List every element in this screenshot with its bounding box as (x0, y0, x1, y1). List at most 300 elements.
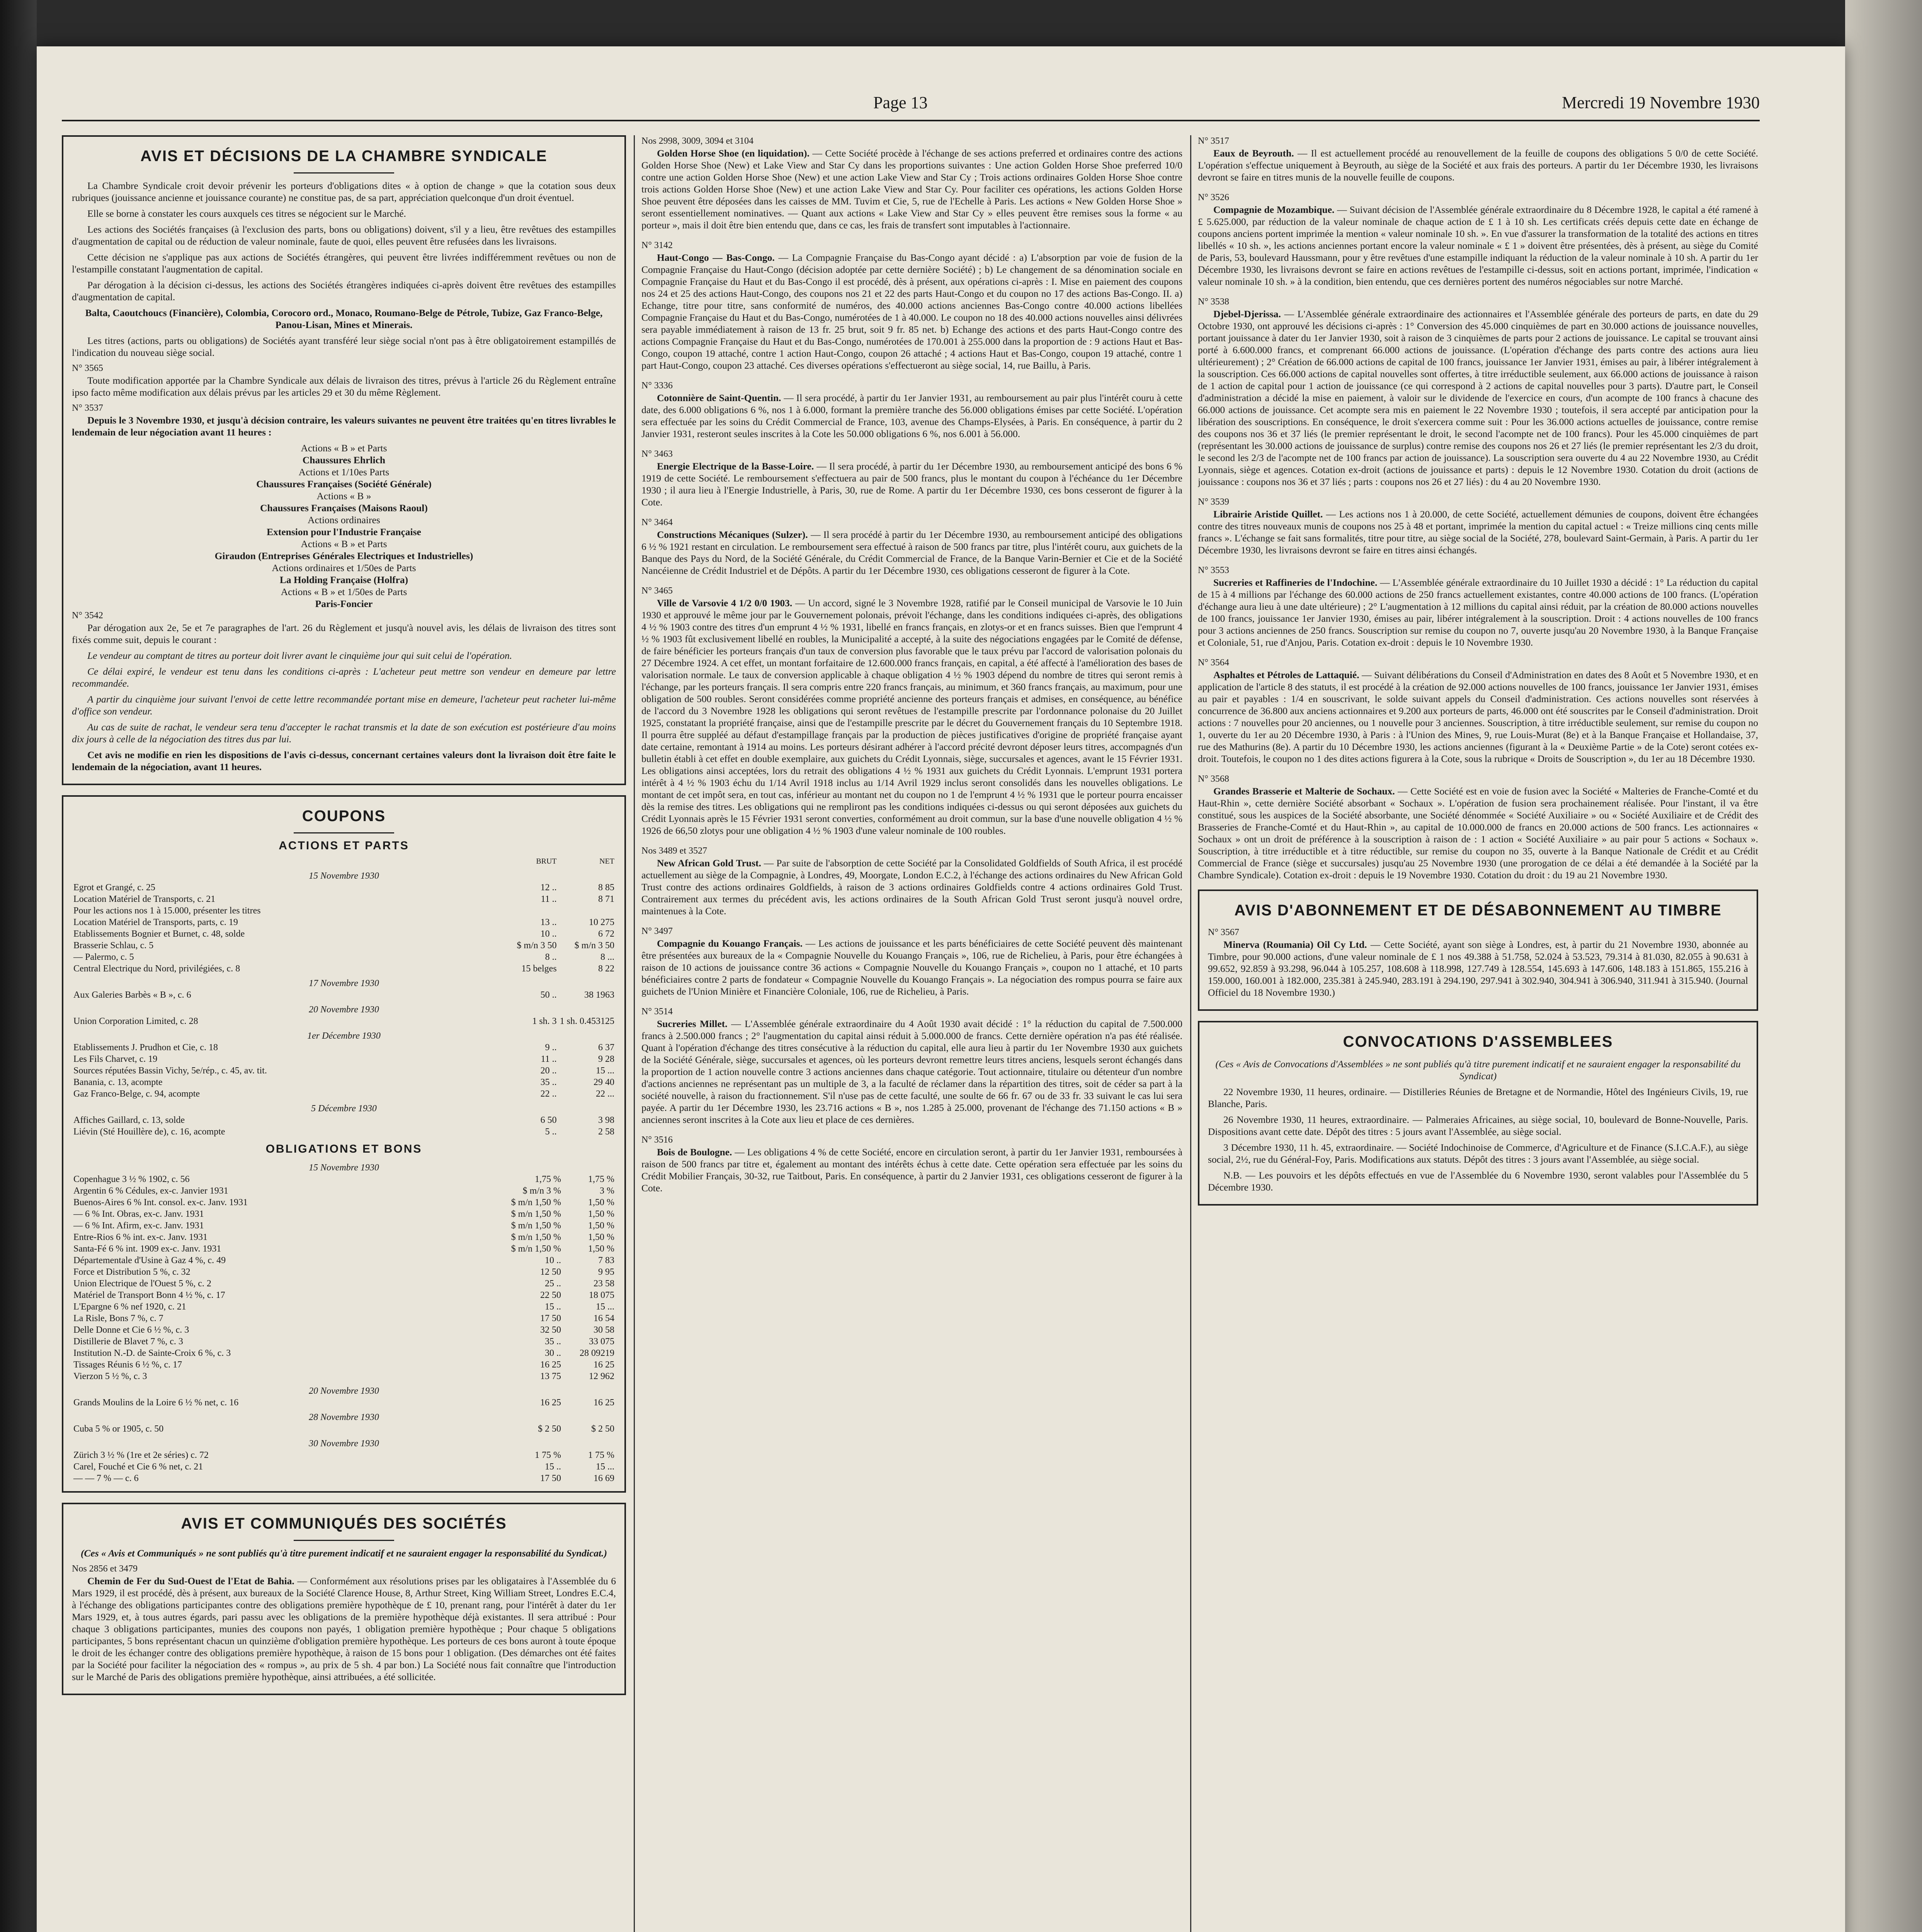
convocations-title: CONVOCATIONS D'ASSEMBLEES (1343, 1033, 1613, 1050)
date-cell: 30 Novembre 1930 (309, 1439, 379, 1449)
notice-number: N° 3465 (641, 586, 673, 596)
table-row (72, 940, 616, 951)
coupon-brut: 16 25 (540, 1398, 561, 1408)
coupon-name: Départementale d'Usine à Gaz 4 %, c. 49 (73, 1255, 226, 1265)
convocations-disclaimer: (Ces « Avis de Convocations d'Assemblées » ne sont publiés qu'à titre purement indicatif et ne sauraient engager la responsabilité du Syndicat) (1215, 1058, 1741, 1082)
security-item: Chaussures Françaises (Société Générale) (256, 478, 432, 490)
security-item: Actions « B » et Parts (301, 538, 387, 549)
coupon-name: Buenos-Aires 6 % Int. consol. ex-c. Janv. 1931 (73, 1197, 248, 1208)
notice-text (72, 1575, 616, 1683)
column-divider-1 (634, 135, 635, 1932)
coupons-table (72, 855, 616, 1138)
notice-text: Le vendeur au comptant de titres au porteur doit livrer avant le cinquième jour qui suit celui de l'opération. (87, 650, 512, 661)
coupon-name: Delle Donne et Cie 6 ½ %, c. 3 (73, 1325, 189, 1335)
coupon-brut: 35 .. (540, 1077, 557, 1087)
notices-list (1198, 135, 1758, 881)
notice-number: Nos 2856 et 3479 (72, 1564, 138, 1574)
security-item: Paris-Foncier (315, 598, 373, 609)
table-row (72, 1053, 616, 1065)
column-divider-2 (1190, 135, 1191, 1932)
table-row (72, 1461, 616, 1473)
col-net: NET (599, 857, 614, 866)
coupon-net: 9 95 (598, 1267, 614, 1277)
notice-number: N° 3567 (1208, 927, 1239, 937)
date-row (72, 1382, 616, 1397)
coupon-net: 28 09219 (580, 1348, 614, 1358)
table-row (72, 1278, 616, 1289)
notice-body: — Par suite de l'absorption de cette Société par la Consolidated Goldfields of South Africa, il est procédé actuellement au siège de la Compagnie, à Londres, 49, Moorgate, London E.C.2, à l'échange des actions ordinaires du New African Gold Trust contre des actions ordinaires Goldfields, à raison de 3 actions ordinaires Goldfields contre 4 actions ordinaires Gold Trust. Contrairement aux termes du précédent avis, les actions ordinaires de la South African Gold Trust seront jusqu'à nouvel ordre, maintenues à la Cote. (641, 857, 1182, 917)
coupon-name: Pour les actions nos 1 à 15.000, présenter les titres (73, 906, 261, 916)
security-item: Actions « B » (316, 490, 371, 502)
coupon-net: 22 ... (596, 1089, 614, 1099)
coupon-brut: 1,75 % (535, 1174, 561, 1184)
notice-title: Compagnie de Mozambique. (1213, 204, 1335, 215)
notice-text (1198, 785, 1758, 881)
table-row (72, 1266, 616, 1278)
coupon-name: Banania, c. 13, acompte (73, 1077, 163, 1087)
date-cell: 15 Novembre 1930 (309, 871, 379, 881)
notice-text: Depuis le 3 Novembre 1930, et jusqu'à décision contraire, les valeurs suivantes ne peuvent être traitées qu'en titres livrables le lendemain de leur négociation avant 11 heures : (72, 415, 616, 438)
notice-text (1198, 308, 1758, 488)
coupon-brut: $ m/n 3 50 (517, 940, 557, 951)
notice (641, 585, 1182, 837)
security-item: Actions « B » et 1/50es de Parts (281, 586, 407, 597)
coupon-brut: 35 .. (545, 1337, 561, 1347)
notice (1198, 192, 1758, 287)
coupon-net: 38 1963 (584, 990, 614, 1000)
coupon-net: 8 ... (600, 952, 614, 962)
date-row (72, 1435, 616, 1449)
syndicale-paragraph: Les titres (actions, parts ou obligations) de Sociétés ayant transféré leur siège social n'ont pas à être obligatoirement estampillés de l'indication du nouveau siège social. (72, 335, 616, 358)
notice-text (1198, 147, 1758, 183)
notice-number: N° 3568 (1198, 774, 1229, 784)
coupon-name: Force et Distribution 5 %, c. 32 (73, 1267, 190, 1277)
coupons-subtitle: OBLIGATIONS ET BONS (265, 1143, 422, 1155)
notice-text: A partir du cinquième jour suivant l'envoi de cette lettre recommandée portant mise en demeure, l'acheteur peut racheter lui-même d'office son vendeur. (72, 694, 616, 717)
coupon-brut: 22 .. (540, 1089, 557, 1099)
notice-body: — La Compagnie Française du Bas-Congo ayant décidé : a) L'absorption par voie de fusion de la Compagnie Française du Haut-Congo (décision adoptée par cette dernière Société) ; b) Le changement de sa dénomination sociale en Compagnie Française du Haut et du Bas-Congo il est procédé, dès à présent, aux opérations ci-après : I. Mise en paiement des coupons nos 24 et 25 des actions Haut-Congo, des coupons nos 21 et 22 des parts Haut-Congo et du coupon no 17 des actions Bas-Congo. II. a) Echange, titre pour titre, sans conformité de numéros, des 40.000 actions anciennes Bas-Congo contre 40.000 actions libellées Compagnie Française du Haut et du Bas-Congo, numérotées de 1 à 40.000. Le coupon no 18 des 40.000 actions nouvelles ainsi délivrées sera payable immédiatement à raison de 13 fr. 25 brut, soit 9 fr. 85 net. b) Echange des actions et des parts Haut-Congo contre des actions Compagnie Française du Haut et du Bas-Congo, numérotées de 170.001 à 255.000 dans la proportion de : 9 actions Haut et Bas-Congo, coupon 19 attaché, contre 1 action Haut-Congo, coupon 26 attaché ; 4 actions Haut et Bas-Congo, coupon 19 attaché, contre 1 part Haut-Congo, coupon 23 attaché. Ces diverses opérations s'effectueront au siège social, 14, rue Baillu, à Paris. (641, 252, 1182, 371)
communiques-disclaimer: (Ces « Avis et Communiqués » ne sont publiés qu'à titre purement indicatif et ne sauraient engager la responsabilité du Syndicat.) (80, 1548, 607, 1559)
notice-text (641, 1018, 1182, 1126)
notice-body: — Les actions nos 1 à 20.000, de cette Société, actuellement démunies de coupons, doivent être échangées contre des titres nouveaux munis de coupons nos 25 à 48 et portant, imprimée la mention du capital actuel : « Treize millions cinq cents mille francs ». L'échange se fait sans formalités, titre pour titre, au siège social de la Société, 278, boulevard Saint-Germain, à Paris. A partir du 1er Décembre 1930, les livraisons devront se faire en titres ainsi échangés. (1198, 509, 1758, 556)
notice-title: Librairie Aristide Quillet. (1213, 509, 1323, 520)
table-row (72, 1208, 616, 1220)
coupon-net: 1,50 % (588, 1232, 614, 1242)
coupon-net: 6 37 (598, 1043, 614, 1053)
notice-title: New African Gold Trust. (657, 857, 761, 869)
notice-number: N° 3565 (72, 363, 103, 373)
coupons-subtitle: ACTIONS ET PARTS (279, 839, 409, 852)
notice-title: Grandes Brasserie et Malterie de Sochaux. (1213, 786, 1395, 797)
notice-body: — Les obligations 4 % de cette Société, encore en circulation seront, à partir du 1er Janvier 1931, remboursées à raison de 500 francs par titre et, également au montant des intérêts échus à cette date. Cette opération sera effectuée par les soins du Crédit Mobilier Français, 30-32, rue Taitbout, Paris. En conséquence, à partir du 2 Janvier 1931, ces obligations cesseront de figurer à la Cote. (641, 1146, 1182, 1194)
running-head (62, 93, 1760, 124)
table-row (72, 1173, 616, 1185)
coupon-name: Tissages Réunis 6 ½ %, c. 17 (73, 1360, 182, 1370)
date-cell: 5 Décembre 1930 (311, 1104, 377, 1114)
coupon-brut: 5 .. (545, 1127, 557, 1137)
column-2 (641, 135, 1182, 1932)
coupon-net: 1 75 % (588, 1450, 614, 1460)
table-row (72, 1449, 616, 1461)
notice-number: N° 3517 (1198, 136, 1229, 146)
syndicale-paragraph: Cette décision ne s'applique pas aux actions de Sociétés étrangères, qui peuvent être livrées indifféremment revêtues ou non de l'estampille constatant l'augmentation de capital. (72, 252, 616, 275)
security-item: Giraudon (Entreprises Générales Electriques et Industrielles) (214, 550, 473, 561)
table-row (72, 1015, 616, 1027)
coupons-box (62, 795, 626, 1493)
coupon-brut: 13 .. (540, 917, 557, 927)
table-row (72, 1126, 616, 1138)
timbre-title: AVIS D'ABONNEMENT ET DE DÉSABONNEMENT AU TIMBRE (1234, 902, 1722, 919)
coupon-brut: 10 .. (540, 929, 557, 939)
notice-number: N° 3526 (1198, 192, 1229, 202)
notice (1198, 296, 1758, 488)
security-item: Chaussures Ehrlich (302, 454, 386, 466)
notice-title: Compagnie du Kouango Français. (657, 938, 803, 949)
notice-title: Djebel-Djerissa. (1213, 308, 1281, 320)
coupon-name: Gaz Franco-Belge, c. 94, acompte (73, 1089, 200, 1099)
date-cell: 17 Novembre 1930 (309, 978, 379, 988)
security-item: Actions et 1/10es Parts (298, 466, 390, 478)
notice-body: — Il sera procédé, à partir du 1er Janvier 1931, au remboursement au pair plus l'intérêt couru à cette date, des 6.000 obligations 6 %, nos 1 à 6.000, formant la première tranche des 56.000 obligations émises par cette Société. L'opération sera effectuée par les soins du Crédit Commercial de France, 103, avenue des Champs-Elysées, à Paris. En conséquence, à partir du 2 Janvier 1931, resteront seules inscrites à la Cote les 50.000 obligations 6 %, nos 6.001 à 56.000. (641, 392, 1182, 439)
notice-text: Au cas de suite de rachat, le vendeur sera tenu d'accepter le rachat transmis et la date de son exécution est postérieure d'au moins dix jours à celle de la négociation des titres dus par lui. (72, 721, 616, 745)
coupon-net: 16 25 (594, 1360, 614, 1370)
coupon-net: 3 % (600, 1186, 614, 1196)
coupon-net: 16 54 (594, 1313, 614, 1323)
notice-text: Toute modification apportée par la Chambre Syndicale aux délais de livraison des titres, prévus à l'article 26 du Règlement entraîne ipso facto même modification aux délais prévus par les articles 29 et 30 du même Règlement. (72, 375, 616, 398)
communiques-title: AVIS ET COMMUNIQUÉS DES SOCIÉTÉS (181, 1515, 507, 1532)
coupon-net: 8 85 (598, 883, 614, 893)
coupon-brut: $ m/n 3 % (522, 1186, 561, 1196)
notice (1198, 496, 1758, 556)
table-row (72, 1065, 616, 1077)
table-row (72, 951, 616, 963)
coupon-brut: $ m/n 1,50 % (511, 1197, 561, 1208)
coupon-name: Matériel de Transport Bonn 4 ½ %, c. 17 (73, 1290, 225, 1300)
date-row (72, 1408, 616, 1423)
table-row (72, 1088, 616, 1100)
coupon-brut: 12 .. (540, 883, 557, 893)
timbre-box (1198, 889, 1758, 1011)
notice-text (641, 597, 1182, 837)
table-row (72, 1336, 616, 1347)
communiques-box (62, 1503, 626, 1695)
coupon-brut: 15 .. (545, 1462, 561, 1472)
coupon-name: — 6 % Int. Afirm, ex-c. Janv. 1931 (73, 1221, 204, 1231)
notice-title: Ville de Varsovie 4 1/2 0/0 1903. (657, 597, 793, 609)
coupon-name: Copenhague 3 ½ % 1902, c. 56 (73, 1174, 190, 1184)
notice (641, 517, 1182, 577)
notice-number: N° 3542 (72, 611, 103, 621)
securities-list (72, 442, 616, 610)
coupon-brut: 50 .. (540, 990, 557, 1000)
page-number: Page 13 (873, 93, 928, 112)
security-item: Chaussures Françaises (Maisons Raoul) (260, 502, 428, 514)
table-row (72, 1359, 616, 1371)
date-cell: 20 Novembre 1930 (309, 1386, 379, 1396)
coupon-brut: 30 .. (545, 1348, 561, 1358)
notice-body: — Il est actuellement procédé au renouvellement de la feuille de coupons des obligations 5 0/0 de cette Société. L'opération s'effectue uniquement à Beyrouth, au siège de la Société et aux frais des porteurs. A partir du 1er Décembre 1930, les livraisons devront se faire en titres munis de la nouvelle feuille de coupons. (1198, 148, 1758, 183)
coupon-brut: 32 50 (540, 1325, 561, 1335)
coupon-name: Union Corporation Limited, c. 28 (73, 1016, 198, 1026)
coupon-brut: $ 2 50 (538, 1424, 561, 1434)
notice-text (641, 392, 1182, 440)
notice-text (1198, 669, 1758, 765)
notice-number: N° 3564 (1198, 658, 1229, 668)
notice-number: N° 3537 (72, 403, 103, 413)
coupon-name: Aux Galeries Barbès « B », c. 6 (73, 990, 191, 1000)
notice (1198, 657, 1758, 765)
notice-number: N° 3142 (641, 240, 673, 250)
table-row (72, 1077, 616, 1088)
notice-title: Bois de Boulogne. (657, 1146, 732, 1158)
notice-number: Nos 3489 et 3527 (641, 846, 707, 856)
table-row (72, 1347, 616, 1359)
coupon-net: 1,75 % (588, 1174, 614, 1184)
coupon-brut: $ m/n 1,50 % (511, 1232, 561, 1242)
coupon-net: 1,50 % (588, 1221, 614, 1231)
notice-body: — Il sera procédé, à partir du 1er Décembre 1930, au remboursement anticipé des bons 6 % 1919 de cette Société. Le remboursement s'effectuera au pair de 500 francs, plus le montant du coupon à l'échéance du 1er Décembre 1930 ; il aura lieu à l'Energie Industrielle, à Paris, 30, rue de Rome. A partir du 1er Décembre 1930, ces bons cesseront de figurer à la Cote. (641, 461, 1182, 508)
coupon-net: 1,50 % (588, 1209, 614, 1219)
coupon-brut: 11 .. (541, 894, 557, 904)
notice-title: Minerva (Roumania) Oil Cy Ltd. (1223, 939, 1367, 950)
notice-text (641, 529, 1182, 577)
title-rule (294, 1540, 394, 1541)
date-row (72, 1159, 616, 1173)
table-row (72, 1473, 616, 1484)
convocation-item: 26 Novembre 1930, 11 heures, extraordinaire. — Palmeraies Africaines, au siège social, 10, boulevard de Bonne-Nouvelle, Paris. Dispositions avant cette date. Dépôt des titres : 5 jours avant l'Assemblée, au siège social. (1208, 1114, 1748, 1137)
coupon-net: 1,50 % (588, 1197, 614, 1208)
coupon-brut: 22 50 (540, 1290, 561, 1300)
table-row (72, 905, 616, 917)
table-row (72, 989, 616, 1001)
date-cell: 15 Novembre 1930 (309, 1163, 379, 1173)
table-row (72, 928, 616, 940)
table-row (72, 1042, 616, 1053)
table-row (72, 893, 616, 905)
coupon-brut: 12 50 (540, 1267, 561, 1277)
coupon-net: 9 28 (598, 1054, 614, 1064)
notice-text (1198, 577, 1758, 648)
notice-title: Sucreries Millet. (657, 1018, 728, 1029)
coupon-net: 2 58 (598, 1127, 614, 1137)
notice-body: — Un accord, signé le 3 Novembre 1928, ratifié par le Conseil municipal de Varsovie le 10 Juin 1930 et approuvé le même jour par le Gouvernement polonais, prévoit l'échange, dans les conditions indiquées ci-après, des obligations 4 ½ % 1903 contre des titres d'un emprunt 4 ½ % 1931, libellé en francs français, en zlotys-or et en francs suisses. Bien que l'emprunt 4 ½ % 1903 fût exclusivement libellé en roubles, la Municipalité a accepté, à la suite des négociations engagées par le Comité de défense, de faire bénéficier les porteurs français d'un taux de conversion plus favorable que le taux prévu par l'accord de valorisation polonais du 27 Décembre 1924. A cet effet, un montant forfaitaire de 12.600.000 francs français, en capital, a été affecté à l'amélioration des bases de valorisation normale. Le taux de conversion applicable à chaque obligation 4 ½ % 1903 dépend du nombre de titres qui seront remis à l'échange, par les porteurs français. Il sera compris entre 220 francs français, au minimum, et 360 francs français, au maximum, pour une obligation de 500 roubles. Seront considérées comme propriété ancienne des porteurs français et admises, en conséquence, au bénéfice de l'accord du 3 Novembre 1928 les obligations qui seront revêtues de l'estampille prescrite par l'ordonnance polonaise du 20 Juillet 1925, constatant la propriété française, ainsi que de l'estampille prescrite par le décret du Gouvernement français du 10 Septembre 1918. Il pourra être suppléé au défaut d'estampillage français par la production de pièces justificatives d'origine de propriété française ayant date certaine, remontant à 1914 au moins. Les porteurs désirant adhérer à l'accord précité devront déposer leurs titres, accompagnés d'un bulletin établi à cet effet en double exemplaire, aux guichets du Crédit Lyonnais, siège, succursales et agences, avant le 15 Février 1931. Les obligations ainsi acceptées, lors du retrait des obligations 4 ½ % 1931 aux guichets du Crédit Lyonnais. L'emprunt 1931 portera intérêt à 4 ½ % 1903 échu du 1/14 Avril 1918 inclus au 1/14 Avril 1929 inclus seront consolidés dans les nouvelles obligations. Le montant de cet impôt sera, en tout cas, inférieur au montant net du coupon no 1 de l'emprunt 4 ½ % 1931 que le porteur pourra encaisser dès la remise des titres. Les obligations qui ne rempliront pas les conditions indiquées ci-dessus ou qui seront déposées aux guichets du Crédit Lyonnais après le 15 Février 1931 seront converties, conformément au droit commun, sur la base d'une nouvelle obligation 4 ½ % 1926 de 66,50 zlotys pour une obligation 4 ½ % 1903 d'une valeur nominale de 100 roubles. (641, 597, 1182, 836)
notice (1198, 135, 1758, 183)
notice-body: — Conformément aux résolutions prises par les obligataires à l'Assemblée du 6 Mars 1929, il est procédé, dès à présent, aux bureaux de la Société Clarence House, 8, Arthur Street, King William Street, Londres E.C.4, à l'échange des obligations participantes contre des obligations première hypothèque de £ 10, prenant rang, pour l'intérêt à dater du 1er Mars 1929, et, à tous autres égards, pari passu avec les obligations de la première hypothèque déjà existantes. Il sera attribué : Pour chaque 3 obligations participantes, munies des coupons non payés, 1 obligation première hypothèque ; Pour chaque 5 obligations participantes, 5 bons représentant chacun un quinzième d'obligation première hypothèque. Les porteurs de ces bons auront à toute époque le droit de les échanger contre des obligations première hypothèque, à raison de 15 bons pour 1 obligation. (Des démarches ont été faites par la Société pour faciliter la négociation des « rompus », au prix de 5 sh. 4 par bon.) La Société nous fait connaître que l'introduction sur le Marché de Paris des obligations première hypothèque, ainsi attribuées, a été sollicitée. (72, 1575, 616, 1682)
notice-number: N° 3464 (641, 517, 673, 527)
syndicale-paragraph: Les actions des Sociétés françaises (à l'exclusion des parts, bons ou obligations) doivent, s'il y a lieu, être revêtues des estampilles d'augmentation de capital ou de réduction de valeur nominale, faute de quoi, elles peuvent être refusées dans les livraisons. (72, 224, 616, 247)
notice-body: — Il sera procédé à partir du 1er Décembre 1930, au remboursement anticipé des obligations 6 ½ % 1921 restant en circulation. Le remboursement sera effectué à raison de 500 francs par titre, plus l'intérêt couru, aux guichets de la Banque des Pays du Nord, de la Société Générale, du Crédit Commercial de France, de la Banque Varin-Bernier et Cie et de la Société Nancéienne de Crédit Industriel et de Dépôts. A partir du 1er Décembre 1930, ces obligations cesseront de figurer à la Cote. (641, 529, 1182, 576)
syndicale-company-list: Balta, Caoutchoucs (Financière), Colombia, Corocoro ord., Monaco, Roumano-Belge de Pétrole, Tubize, Gaz Franco-Belge, Panou-Lisan, Mines et Minerais. (85, 307, 603, 330)
date-cell: 28 Novembre 1930 (309, 1412, 379, 1422)
notice-title: Haut-Congo — Bas-Congo. (657, 252, 775, 263)
coupon-net: 12 962 (589, 1371, 614, 1381)
date-row (72, 1001, 616, 1015)
coupon-brut: 20 .. (540, 1066, 557, 1076)
coupon-net: 8 22 (598, 964, 614, 974)
coupon-net: 10 275 (589, 917, 614, 927)
coupon-name: Santa-Fé 6 % int. 1909 ex-c. Janv. 1931 (73, 1244, 221, 1254)
notice-number: N° 3553 (1198, 565, 1229, 575)
date-row (72, 1100, 616, 1114)
coupon-name: Sources réputées Bassin Vichy, 5e/rép., c. 45, av. tit. (73, 1066, 267, 1076)
security-item: Actions « B » et Parts (301, 442, 387, 454)
table-row (72, 1197, 616, 1208)
coupon-name: Egrot et Grangé, c. 25 (73, 883, 155, 893)
coupon-brut: 8 .. (545, 952, 557, 962)
notice-body: — L'Assemblée générale extraordinaire du 4 Août 1930 avait décidé : 1° la réduction du capital de 7.500.000 francs à 2.500.000 francs ; 2° l'augmentation du capital ainsi réduit à 5.000.000 de francs. Cette dernière opération n'a pas été réalisée. Quant à l'opération d'échange des titres consécutive à la réduction du capital, elle aura lieu à partir du 1er Novembre 1930 aux guichets de la Société Générale, siège, succursales et agences, où les porteurs devront remettre leurs titres anciens, lesquels seront échangés dans la proportion de 1 action nouvelle contre 3 actions anciennes dans chaque catégorie. Tout actionnaire, titulaire ou détenteur d'un nombre d'actions anciennes ne représentant pas un multiple de 3, a la faculté de réclamer dans la répartition des titres, soit de céder sa part à la société nouvelle, à raison du fractionnement. S'il n'use pas de cette faculté, une soulte de 66 fr. 67 ou de 33 fr. 33 suivant le cas lui sera payée. A partir du 1er Décembre 1930, les 23.716 actions « B », nos 1.285 à 25.000, provenant de l'échange des 71.150 actions « B » anciennes seront inscrites à la Cote aux lieu et place de ces dernières. (641, 1018, 1182, 1125)
coupon-brut: 15 .. (545, 1302, 561, 1312)
notice (1198, 773, 1758, 881)
notice (641, 1134, 1182, 1194)
coupon-net: 15 ... (596, 1066, 614, 1076)
notice-title: Chemin de Fer du Sud-Ouest de l'Etat de Bahia. (87, 1575, 294, 1587)
notice-text (641, 1146, 1182, 1194)
obligations-table (72, 1159, 616, 1484)
coupon-brut: 10 .. (545, 1255, 561, 1265)
notice-number: N° 3538 (1198, 297, 1229, 307)
notice (1198, 565, 1758, 648)
coupon-net: 7 83 (598, 1255, 614, 1265)
notice-body: — L'Assemblée générale extraordinaire du 10 Juillet 1930 a décidé : 1° La réduction du capital de 15 à 4 millions par l'échange des 60.000 actions de 250 francs actuellement existantes, contre 40.000 actions de 100 francs. (L'opération d'échange aura lieu à une date ultérieure) ; 2° L'augmentation à 12 millions du capital ainsi réduit, par la création de 80.000 actions nouvelles de 100 francs, jouissance 1er Janvier 1930, émises au pair, libérer intégralement à la souscription. Droit : 4 actions nouvelles de 100 francs pour 3 actions anciennes de 250 francs. Souscription sur remise du coupon no 7, ouverte jusqu'au 20 Novembre 1930, à la Banque Française et Coloniale, 51, rue d'Anjou, Paris. Cotation ex-droit : depuis le 10 Novembre 1930. (1198, 577, 1758, 648)
notice-text (1198, 508, 1758, 556)
coupon-name: Affiches Gaillard, c. 13, solde (73, 1115, 185, 1125)
title-rule (294, 832, 394, 833)
notice (641, 240, 1182, 371)
coupon-name: Location Matériel de Transports, parts, c. 19 (73, 917, 238, 927)
table-row (72, 1243, 616, 1255)
column-3 (1198, 135, 1758, 1932)
notice (641, 1006, 1182, 1126)
coupon-name: Institution N.-D. de Sainte-Croix 6 %, c. 3 (73, 1348, 231, 1358)
scan-right-edge (1845, 0, 1922, 1932)
notice-title: Constructions Mécaniques (Sulzer). (657, 529, 808, 540)
notice-text (641, 460, 1182, 508)
coupon-net: 16 69 (594, 1473, 614, 1483)
notice-number: N° 3514 (641, 1007, 673, 1017)
notice-body: — Cette Société, ayant son siège à Londres, est, à partir du 21 Novembre 1930, abonnée au Timbre, pour 90.000 actions, d'une valeur nominale de £ 1 nos 49.388 à 51.758, 52.024 à 53.523, 79.314 à 81.030, 82.055 à 90.631 à 99.652, 92.859 à 93.298, 96.044 à 105.257, 108.608 à 118.998, 127.749 à 128.554, 145.693 à 147.606, 148.183 à 151.865, 155.216 à 159.000, 160.001 à 182.000, 235.381 à 245.940, 283.191 à 294.190, 297.941 à 302.940, 304.941 à 306.940, 311.941 à 315.940. (Journal Officiel du 18 Novembre 1930.) (1208, 939, 1749, 998)
title-rule (294, 172, 394, 173)
notice-number: N° 3539 (1198, 497, 1229, 507)
notice-number: Nos 2998, 3009, 3094 et 3104 (641, 136, 753, 146)
table-row (72, 1220, 616, 1231)
coupon-brut: 11 .. (541, 1054, 557, 1064)
coupon-brut: 1 75 % (535, 1450, 561, 1460)
notice-body: — Cette Société procède à l'échange de ses actions preferred et ordinaires contre des actions Golden Horse Shoe (New) et Lake View and Star Cy dans les proportions suivantes : Une action Golden Horse Shoe preferred 10/0 contre une action Golden Horse Shoe (New) et une action Lake View and Star Cy ; Trois actions ordinaires Golden Horse Shoe contre trois actions Golden Horse Shoe (New) et une action Lake View and Star Cy. Pour faciliter ces opérations, les actions Golden Horse Shoe peuvent être déposées dans les caisses de MM. Tuvim et Cie, 5, rue de l'Echelle à Paris. Les actions « New Golden Horse Shoe » seront essentiellement nominatives. — Quant aux actions « Lake View and Star Cy » elles peuvent être remises sous la forme « au porteur », mais il doit être bien entendu que, dans ce cas, les frais de transfert sont imputables à l'actionnaire. (641, 148, 1182, 231)
syndicale-paragraph: La Chambre Syndicale croit devoir prévenir les porteurs d'obligations dites « à option de change » que la cotation sous deux rubriques (jouissance ancienne et jouissance courante) ne constitue pas, de sa part, appréciation quelconque d'un droit éventuel. (72, 180, 616, 203)
convocation-item: 22 Novembre 1930, 11 heures, ordinaire. — Distilleries Réunies de Bretagne et de Normandie, Hôtel des Ingénieurs Civils, 19, rue Blanche, Paris. (1208, 1086, 1748, 1109)
table-row (72, 1397, 616, 1408)
coupon-name: Cuba 5 % or 1905, c. 50 (73, 1424, 164, 1434)
notice-text: Ce délai expiré, le vendeur est tenu dans les conditions ci-après : L'acheteur peut mettre son vendeur en demeure par lettre recommandée. (72, 666, 616, 689)
coupon-name: Brasserie Schlau, c. 5 (73, 940, 154, 951)
coupon-name: Liévin (Sté Houillère de), c. 16, acompte (73, 1127, 225, 1137)
notice-title: Asphaltes et Pétroles de Lattaquié. (1213, 669, 1359, 680)
coupon-net: 16 25 (594, 1398, 614, 1408)
coupon-brut: $ m/n 1,50 % (511, 1221, 561, 1231)
notice-text (1198, 204, 1758, 287)
table-row (72, 1289, 616, 1301)
table-row (72, 882, 616, 893)
coupon-net: 33 075 (589, 1337, 614, 1347)
coupon-name: Carel, Fouché et Cie 6 % net, c. 21 (73, 1462, 203, 1472)
coupon-brut: 9 .. (545, 1043, 557, 1053)
coupon-net: 15 ... (596, 1462, 614, 1472)
coupon-net: 1 sh. 0.453125 (560, 1016, 614, 1026)
notice-number: N° 3497 (641, 926, 673, 936)
notice-body: — L'Assemblée générale extraordinaire des actionnaires et l'Assemblée générale des porteurs de parts, en date du 29 Octobre 1930, ont approuvé les décisions ci-après : 1° Conversion des 45.000 cinquièmes de part en 30.000 actions de jouissance nouvelles, portant jouissance à dater du 1er Janvier 1930, soit à raison de 3 cinquièmes de parts pour 2 actions de jouissance. Le capital se trouvant ainsi porté à 6.600.000 francs, et comprenant 66.000 actions de jouissance. (L'opération d'échange des parts contre des actions aura lieu ultérieurement) ; 2° Création de 66.000 actions de capital de 100 francs, jouissance 1er Janvier 1931, émises au pair, à libérer intégralement à la souscription. Ces 66.000 actions de capital nouvelles sont offertes, à titre irréductible seulement, aux 66.000 actions de jouissance à raison de 1 action de capital pour 1 action de jouissance (ce qui correspond à 2 actions de capital nouvelles pour 3 parts). D'autre part, le Conseil d'administration a décidé la mise en paiement, à valoir sur le dividende de l'exercice en cours, d'un acompte de 100 francs à chacune des 66.000 actions de jouissance. Cet acompte sera mis en paiement le 22 Novembre 1930 ; toutefois, il sera accepté par anticipation pour la libération des souscriptions. En conséquence, le droit s'exercera comme suit : Pour les 36.000 actions actuelles de jouissance, contre remise des coupons nos 36 et 37 liés (le premier représentant le droit, le second l'acompte net de 100 francs). Pour les 45.000 cinquièmes de part (représentant les 30.000 actions de jouissance de surplus) contre remise des coupons nos 26 et 27 liés (le premier représentant les 2/3 du droit, le second les 2/3 de l'acompte net de 100 francs par action de jouissance). La souscription sera ouverte du 4 au 22 Novembre 1930, au Crédit Lyonnais, siège et agences. Cotation ex-droit (actions de jouissance et parts) : depuis le 12 Novembre 1930. Cotation du droit (actions de jouissance : coupons nos 36 et 37 liés ; parts : coupons nos 26 et 27 liés) : du 4 au 20 Novembre 1930. (1198, 308, 1758, 487)
notice-body: — Cette Société est en voie de fusion avec la Société « Malteries de Franche-Comté et du Haut-Rhin », cette dernière Société absorbant « Sochaux ». L'opération de fusion sera prochainement réalisée. Pour l'instant, il va être constitué, sous les auspices de la Société absorbante, une Société dénommée « Société Auxiliaire » ou « Société Auxiliaire et de Crédit des Brasseries de Franche-Comté et du Haut-Rhin », au capital de 10.000.000 de francs en 20.000 actions de 500 francs. Les actionnaires « Sochaux » ont un droit de préférence à la souscription à raison de : 1 action « Société Auxiliaire » au pair pour 5 actions « Sochaux ». Souscription, à titre irréductible et à titre réductible, sur remise du coupon no 35, ouverte à la Banque Nationale de Crédit et au Crédit Commercial de France (siège et succursales) jusqu'au 25 Novembre 1930 (une prorogation de ce délai a été demandée à la Société par la Chambre Syndicale). Cotation ex-droit : depuis le 19 Novembre 1930. Cotation du droit : du 19 au 21 Novembre 1930. (1198, 786, 1758, 881)
notice-number: N° 3336 (641, 381, 673, 391)
coupon-net: 30 58 (594, 1325, 614, 1335)
notice-text (641, 857, 1182, 917)
table-row (72, 1423, 616, 1435)
coupon-name: Etablissements J. Prudhon et Cie, c. 18 (73, 1043, 218, 1053)
coupon-name: — Palermo, c. 5 (73, 952, 134, 962)
date-cell: 1er Décembre 1930 (307, 1031, 381, 1041)
notice (641, 135, 1182, 231)
notice-title: Sucreries et Raffineries de l'Indochine. (1213, 577, 1378, 588)
table-row (72, 1114, 616, 1126)
notice-body: — Suivant décision de l'Assemblée générale extraordinaire du 8 Décembre 1928, le capital a été ramené à £ 5.625.000, par réduction de la valeur nominale de chaque action de £ 1 à 10 sh. Les certificats créés depuis cette date en échange de coupons anciens portent imprimée la mention « valeur nominale 10 sh. ». En vue d'assurer la transformation de la totalité des actions en titres libellés « 10 sh. », les actions anciennes portant encore la valeur nominale « £ 1 » doivent être présentées, dès à présent, au siège du Comité de Paris, 53, boulevard Haussmann, pour y être revêtues d'une estampille indiquant la réduction de la valeur nominale à 10 sh. A partir du 1er Décembre 1930, les livraisons devront se faire en actions revêtues de l'estampille ci-dessus, soit en actions portant, imprimée, l'indication « valeur nominale 10 sh. » à la condition, bien entendu, que ces dernières portent des numéros négociables sur notre Marché. (1198, 204, 1758, 287)
coupon-net: 15 ... (596, 1302, 614, 1312)
table-row (72, 1301, 616, 1313)
coupon-brut: $ m/n 1,50 % (511, 1244, 561, 1254)
notice-number: N° 3463 (641, 449, 673, 459)
notice-text: Par dérogation aux 2e, 5e et 7e paragraphes de l'art. 26 du Règlement et jusqu'à nouvel avis, les délais de livraison des titres sont fixés comme suit, depuis le courant : (72, 622, 616, 645)
date-cell: 20 Novembre 1930 (309, 1005, 379, 1015)
coupon-name: Les Fils Charvet, c. 19 (73, 1054, 158, 1064)
coupon-name: L'Epargne 6 % nef 1920, c. 21 (73, 1302, 186, 1312)
coupon-net: 3 98 (598, 1115, 614, 1125)
coupon-name: Argentin 6 % Cédules, ex-c. Janvier 1931 (73, 1186, 228, 1196)
syndicale-title: AVIS ET DÉCISIONS DE LA CHAMBRE SYNDICALE (140, 148, 548, 165)
coupon-name: Etablissements Bognier et Burnet, c. 48, solde (73, 929, 245, 939)
coupon-name: Vierzon 5 ½ %, c. 3 (73, 1371, 147, 1381)
notice-text (641, 937, 1182, 997)
notice-title: Golden Horse Shoe (en liquidation). (657, 148, 810, 159)
convocation-item: N.B. — Les pouvoirs et les dépôts effectués en vue de l'Assemblée du 6 Novembre 1930, seront valables pour l'Assemblée du 5 Décembre 1930. (1208, 1170, 1748, 1193)
coupons-title: COUPONS (302, 808, 386, 825)
notice (641, 925, 1182, 997)
table-header-row (72, 855, 616, 867)
coupon-brut: 17 50 (540, 1313, 561, 1323)
scan-left-edge (0, 0, 37, 1932)
issue-date: Mercredi 19 Novembre 1930 (1562, 93, 1760, 112)
coupon-name: — — 7 % — c. 6 (73, 1473, 139, 1483)
coupon-net: 6 72 (598, 929, 614, 939)
coupon-brut (505, 905, 558, 917)
notice-body: — Suivant délibérations du Conseil d'Administration en dates des 8 Août et 5 Novembre 1930, et en application de l'article 8 des statuts, il est procédé à la création de 92.000 actions nouvelles de 100 francs, jouissance 1er Janvier 1931, émises au pair et payables : 1/4 en souscrivant, le solde suivant appels du Conseil d'administration. Ces actions nouvelles sont réservées à concurrence de 36.800 aux anciens actionnaires et 9.200 aux porteurs de parts, 46.000 ont été souscrites par le Conseil d'administration. Droit actions : 7 nouvelles pour 20 anciennes, ou 1 nouvelle pour 3 anciennes. Souscription, à titre irréductible seulement, sur remise du coupon no 1, ouverte du 1er au 20 Décembre 1930, à Paris : à l'Union des Mines, 9, rue Louis-Murat (8e) et à la Banque Française et Hollandaise, 37, rue des Mathurins (8e). A partir du 10 Décembre 1930, les actions anciennes (figurant à la « Deuxième Partie » de la Cote) seront cotées ex-droit. Toutefois, le coupon no 1 des dites actions figurera à la Cote, sous la rubrique « Droits de Souscription », du 1er au 18 Décembre 1930. (1198, 669, 1758, 764)
coupon-name: Grands Moulins de la Loire 6 ½ % net, c. 16 (73, 1398, 239, 1408)
security-item: Actions ordinaires (308, 514, 380, 526)
notice (641, 845, 1182, 917)
table-row (72, 1313, 616, 1324)
coupon-brut: 6 50 (540, 1115, 557, 1125)
notice-title: Cotonnière de Saint-Quentin. (657, 392, 781, 403)
date-row (72, 1027, 616, 1042)
table-row (72, 1371, 616, 1382)
convocations-list (1208, 1086, 1748, 1193)
column-1 (62, 135, 626, 1932)
coupon-net: $ m/n 3 50 (574, 940, 614, 951)
table-row (72, 963, 616, 975)
notice-text (641, 147, 1182, 231)
notice-text: Cet avis ne modifie en rien les dispositions de l'avis ci-dessus, concernant certaines valeurs dont la livraison doit être faite le lendemain de la négociation, avant 11 heures. (72, 749, 616, 772)
table-row (72, 1255, 616, 1266)
coupon-brut: 17 50 (540, 1473, 561, 1483)
convocations-box (1198, 1021, 1758, 1206)
coupon-brut: 13 75 (540, 1371, 561, 1381)
